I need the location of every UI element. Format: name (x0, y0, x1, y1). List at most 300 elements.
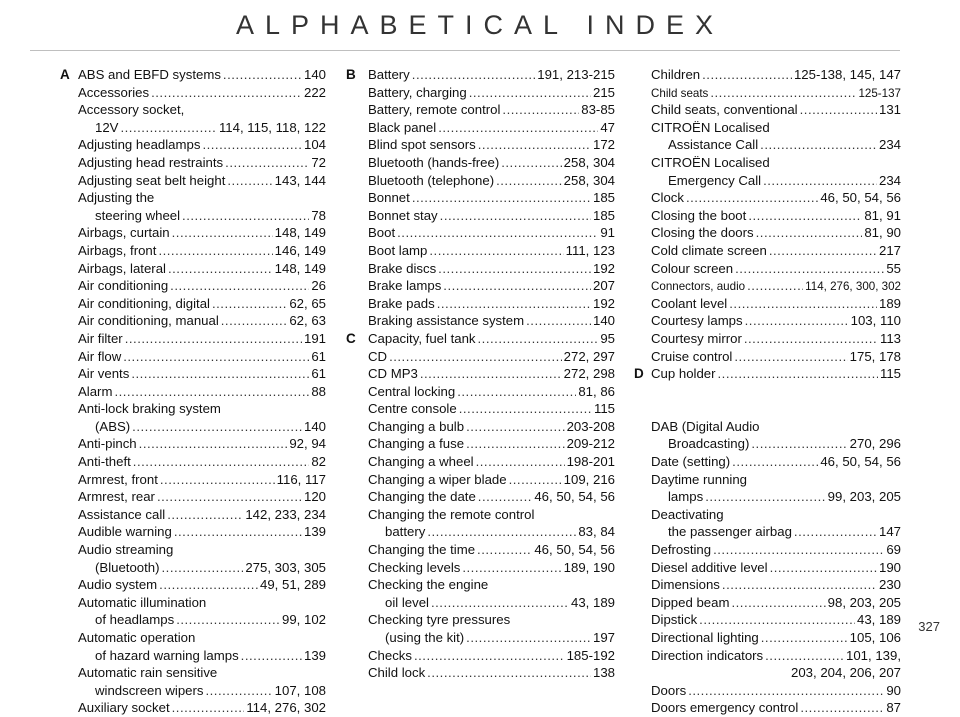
entry-text: CITROËN Localised (651, 154, 770, 170)
entry-text: Air vents (78, 366, 130, 382)
entry-text: Emergency Call (668, 172, 762, 188)
entry-text: Accessories (78, 84, 150, 100)
entry-text: Dipped beam (651, 594, 730, 610)
entry-text: Bluetooth (telephone) (368, 172, 495, 188)
index-entry (651, 66, 901, 84)
entry-pages: 192 (592, 260, 615, 276)
entry-text: Date (setting) (651, 454, 731, 470)
index-entry (368, 664, 615, 682)
dot-leader (438, 260, 591, 278)
index-entry (368, 435, 615, 453)
index-entry (78, 277, 326, 295)
section-letter: A (60, 67, 70, 82)
entry-text: CD (368, 348, 388, 364)
entry-pages: 87 (886, 700, 901, 716)
dot-leader (756, 224, 863, 242)
entry-pages: 190 (878, 559, 901, 575)
entry-pages: 49, 51, 289 (260, 577, 326, 593)
dot-leader (457, 383, 576, 401)
index-column-1 (78, 66, 326, 717)
entry-pages: 46, 50, 54, 56 (534, 542, 615, 558)
index-entry (78, 682, 326, 700)
entry-text: Changing the time (368, 542, 476, 558)
index-entry (651, 189, 901, 207)
index-entry (368, 66, 615, 84)
dot-leader (162, 559, 244, 577)
entry-pages: 272, 297 (563, 348, 615, 364)
dot-leader (770, 559, 877, 577)
dot-leader (735, 260, 884, 278)
entry-pages: 215 (592, 84, 615, 100)
index-entry (651, 136, 901, 154)
dot-leader (202, 136, 302, 154)
entry-text: Braking assistance system (368, 313, 525, 329)
index-entry (651, 418, 901, 436)
index-entry (78, 154, 326, 172)
entry-text: Battery, remote control (368, 102, 501, 118)
entry-pages: 98, 203, 205 (827, 594, 901, 610)
entry-text: Central locking (368, 383, 456, 399)
index-entry (651, 453, 901, 471)
entry-pages: 115 (879, 366, 901, 382)
section-letter: C (346, 331, 356, 346)
entry-pages: 103, 110 (850, 313, 901, 329)
entry-pages: 99, 203, 205 (827, 489, 901, 505)
entry-pages: 189 (878, 295, 901, 311)
entry-pages: 99, 102 (282, 612, 326, 628)
entry-text: Bonnet stay (368, 207, 438, 223)
index-entry (651, 312, 901, 330)
entry-text: Cruise control (651, 348, 733, 364)
entry-pages: 139 (303, 524, 326, 540)
entry-text: DAB (Digital Audio (651, 418, 760, 434)
entry-text: Armrest, rear (78, 489, 155, 505)
index-entry (651, 506, 901, 524)
dot-leader (182, 207, 309, 225)
entry-pages: 217 (878, 242, 901, 258)
dot-leader (732, 453, 818, 471)
entry-text: Alarm (78, 383, 113, 399)
index-entry (651, 647, 901, 665)
index-entry (368, 242, 615, 260)
dot-leader (172, 224, 273, 242)
dot-leader (172, 699, 245, 717)
entry-text: Adjusting seat belt height (78, 172, 226, 188)
entry-text: Anti-pinch (78, 436, 137, 452)
index-column-2 (368, 66, 615, 682)
index-entry (78, 189, 326, 207)
index-entry (368, 383, 615, 401)
entry-pages: 114, 276, 302 (246, 700, 326, 716)
index-entry (651, 154, 901, 172)
index-entry (78, 348, 326, 366)
index-entry (651, 260, 901, 278)
index-entry (78, 207, 326, 225)
entry-pages: 92, 94 (289, 436, 326, 452)
entry-text: Checking levels (368, 559, 461, 575)
entry-text: Daytime running (651, 471, 748, 487)
entry-pages: 46, 50, 54, 56 (820, 454, 901, 470)
entry-pages: 185-192 (566, 647, 615, 663)
entry-pages: 148, 149 (274, 260, 326, 276)
entry-pages: 125-137 (858, 86, 901, 100)
entry-pages: 258, 304 (563, 172, 615, 188)
entry-pages: 88 (311, 383, 326, 399)
section-gap (651, 383, 901, 401)
dot-leader (705, 488, 825, 506)
index-entry (651, 488, 901, 506)
dot-leader (478, 330, 599, 348)
entry-pages: 175, 178 (849, 348, 901, 364)
page-title: ALPHABETICAL INDEX (235, 10, 725, 40)
entry-text: Child lock (368, 665, 426, 681)
entry-text: Dimensions (651, 577, 720, 593)
index-entry (368, 488, 615, 506)
entry-pages: 185 (592, 207, 615, 223)
entry-pages: 109, 216 (563, 471, 615, 487)
dot-leader (459, 400, 592, 418)
index-entry (78, 541, 326, 559)
index-entry (78, 594, 326, 612)
index-entry (78, 400, 326, 418)
index-entry (651, 101, 901, 119)
entry-text: oil level (385, 594, 429, 610)
index-entry (651, 594, 901, 612)
entry-text: Defrosting (651, 542, 712, 558)
index-entry (651, 629, 901, 647)
entry-text: Automatic rain sensitive (78, 665, 218, 681)
entry-pages: 172 (592, 137, 615, 153)
entry-text: Boot lamp (368, 242, 428, 258)
entry-pages: 140 (592, 313, 615, 329)
entry-pages: 83-85 (581, 102, 615, 118)
entry-text: Changing the remote control (368, 506, 535, 522)
dot-leader (427, 664, 591, 682)
entry-pages: 140 (303, 418, 326, 434)
index-entry (78, 576, 326, 594)
dot-leader (477, 541, 532, 559)
index-entry (78, 119, 326, 137)
entry-text: CITROËN Localised (651, 119, 770, 135)
dot-leader (466, 418, 565, 436)
dot-leader (123, 348, 309, 366)
entry-text: battery (385, 524, 426, 540)
dot-leader (731, 594, 825, 612)
index-entry (368, 84, 615, 102)
dot-leader (212, 295, 287, 313)
dot-leader (729, 295, 877, 313)
entry-text: Children (651, 67, 701, 82)
entry-text: Cold climate screen (651, 242, 767, 258)
index-entry (368, 312, 615, 330)
index-entry (78, 471, 326, 489)
dot-leader (686, 189, 818, 207)
entry-pages: 275, 303, 305 (245, 559, 326, 575)
entry-pages: 191 (303, 330, 326, 346)
index-entry (368, 629, 615, 647)
entry-pages: 148, 149 (274, 225, 326, 241)
index-entry (651, 84, 901, 102)
index-entry (78, 312, 326, 330)
index-entry (651, 242, 901, 260)
dot-leader (114, 383, 309, 401)
dot-leader (414, 647, 565, 665)
index-entry (368, 119, 615, 137)
index-entry (78, 101, 326, 119)
index-entry (368, 260, 615, 278)
entry-pages: 197 (592, 630, 615, 645)
entry-text: Courtesy lamps (651, 313, 743, 329)
entry-text: Doors emergency control (651, 700, 799, 716)
entry-text: Airbags, curtain (78, 225, 170, 241)
entry-pages: 120 (303, 489, 326, 505)
dot-leader (412, 189, 591, 207)
index-entry (78, 365, 326, 383)
dot-leader (241, 647, 302, 665)
dot-leader (176, 611, 280, 629)
entry-text: Broadcasting) (668, 436, 750, 452)
entry-text: Air conditioning, digital (78, 295, 210, 311)
entry-text: Auxiliary socket (78, 700, 170, 716)
dot-leader (170, 277, 309, 295)
index-entry (78, 611, 326, 629)
dot-leader (722, 576, 877, 594)
entry-text: Capacity, fuel tank (368, 330, 476, 346)
entry-pages: 222 (303, 84, 326, 100)
dot-leader (466, 629, 591, 647)
entry-pages: 139 (303, 647, 326, 663)
entry-pages: 46, 50, 54, 56 (534, 489, 615, 505)
index-entry (368, 418, 615, 436)
entry-text: Cup holder (651, 366, 716, 382)
entry-text: of headlamps (95, 612, 175, 628)
entry-pages: 143, 144 (274, 172, 326, 188)
index-entry (651, 295, 901, 313)
entry-text: (Bluetooth) (95, 559, 160, 575)
entry-text: the passenger airbag (668, 524, 792, 540)
index-entry (651, 699, 901, 717)
dot-leader (389, 348, 562, 366)
entry-text: Air filter (78, 330, 123, 346)
dot-leader (227, 172, 272, 190)
index-entry (368, 523, 615, 541)
dot-leader (160, 471, 275, 489)
entry-text: Boot (368, 225, 396, 241)
dot-leader (761, 629, 848, 647)
entry-text: Dipstick (651, 612, 698, 628)
index-entry (368, 172, 615, 190)
index-entry (78, 506, 326, 524)
entry-pages: 146, 149 (274, 242, 326, 258)
dot-leader (501, 154, 561, 172)
entry-text: Air conditioning, manual (78, 313, 219, 329)
index-entry (78, 453, 326, 471)
index-entry (368, 471, 615, 489)
entry-text: Blind spot sensors (368, 137, 476, 153)
index-entry (651, 172, 901, 190)
entry-text: 12V (95, 119, 119, 135)
dot-leader (443, 277, 591, 295)
entry-text: Child seats (651, 86, 709, 100)
entry-pages: 234 (878, 172, 901, 188)
dot-leader (440, 207, 591, 225)
entry-text: Changing a wiper blade (368, 471, 507, 487)
entry-pages: 61 (311, 348, 326, 364)
entry-pages: 270, 296 (849, 436, 901, 452)
index-entry (78, 242, 326, 260)
index-entry (651, 559, 901, 577)
index-entry (78, 224, 326, 242)
entry-text: Clock (651, 190, 684, 206)
index-entry (78, 330, 326, 348)
entry-text: CD MP3 (368, 366, 418, 382)
dot-leader (466, 435, 565, 453)
dot-leader (526, 312, 591, 330)
entry-text: Automatic operation (78, 630, 196, 645)
dot-leader (748, 207, 862, 225)
section-letter: B (346, 67, 356, 82)
index-entry (78, 523, 326, 541)
index-entry (651, 682, 901, 700)
entry-pages: 62, 65 (289, 295, 326, 311)
index-entry (651, 576, 901, 594)
entry-pages: 203-208 (566, 418, 615, 434)
entry-pages: 138 (592, 665, 615, 681)
section-gap (651, 400, 901, 418)
entry-text: Audio streaming (78, 542, 174, 558)
entry-pages: 46, 50, 54, 56 (820, 190, 901, 206)
entry-text: Changing a fuse (368, 436, 465, 452)
index-entry (368, 506, 615, 524)
dot-leader (713, 541, 884, 559)
index-entry (651, 611, 901, 629)
entry-pages: 140 (303, 67, 326, 82)
entry-text: Checking tyre pressures (368, 612, 511, 628)
entry-pages: 185 (592, 190, 615, 206)
entry-pages: 198-201 (566, 454, 615, 470)
index-entry (78, 664, 326, 682)
dot-leader (765, 647, 844, 665)
entry-text: Automatic illumination (78, 594, 207, 610)
entry-pages: 43, 189 (571, 594, 615, 610)
dot-leader (158, 242, 272, 260)
entry-text: Colour screen (651, 260, 734, 276)
entry-text: Changing a bulb (368, 418, 465, 434)
index-entry (368, 277, 615, 295)
index-entry (368, 348, 615, 366)
entry-pages: 78 (311, 207, 326, 223)
dot-leader (132, 418, 302, 436)
entry-pages: 107, 108 (274, 682, 326, 698)
entry-pages: 82 (311, 454, 326, 470)
dot-leader (131, 365, 309, 383)
dot-leader (469, 84, 591, 102)
dot-leader (167, 506, 243, 524)
entry-text: (using the kit) (385, 630, 465, 645)
index-entry (78, 647, 326, 665)
entry-text: Checking the engine (368, 577, 489, 593)
entry-text: Direction indicators (651, 647, 764, 663)
entry-text: Deactivating (651, 506, 724, 522)
index-entry (651, 348, 901, 366)
index-entry (651, 435, 901, 453)
index-entry (368, 101, 615, 119)
entry-text: Audible warning (78, 524, 172, 540)
entry-text: Changing a wheel (368, 454, 474, 470)
index-entry (651, 541, 901, 559)
index-entry (368, 647, 615, 665)
index-entry (368, 224, 615, 242)
entry-pages: 203, 204, 206, 207 (791, 665, 901, 681)
index-entry (368, 611, 615, 629)
index-entry (651, 471, 901, 489)
entry-text: (ABS) (95, 418, 131, 434)
entry-text: Coolant level (651, 295, 728, 311)
entry-pages: 55 (886, 260, 901, 276)
index-entry (651, 119, 901, 137)
entry-text: Brake pads (368, 295, 435, 311)
entry-text: Black panel (368, 119, 437, 135)
entry-text: Closing the boot (651, 207, 747, 223)
index-entry (651, 224, 901, 242)
section-letter: D (634, 366, 644, 382)
entry-pages: 72 (311, 154, 326, 170)
index-column-3 (651, 66, 901, 717)
entry-text: Accessory socket, (78, 102, 185, 118)
index-entry (78, 435, 326, 453)
dot-leader (174, 523, 302, 541)
entry-text: Closing the doors (651, 225, 754, 241)
index-entry (78, 136, 326, 154)
entry-text: Battery, charging (368, 84, 467, 100)
dot-leader (462, 559, 561, 577)
entry-text: Airbags, lateral (78, 260, 166, 276)
entry-text: Anti-theft (78, 454, 131, 470)
entry-pages: 61 (311, 366, 326, 382)
entry-pages: 111, 123 (565, 242, 615, 258)
entry-pages: 142, 233, 234 (245, 506, 326, 522)
entry-pages: 105, 106 (849, 630, 901, 645)
index-entry (368, 594, 615, 612)
dot-leader (744, 330, 878, 348)
dot-leader (225, 154, 309, 172)
entry-text: ABS and EBFD systems (78, 67, 221, 82)
entry-pages: 91 (600, 225, 615, 241)
dot-leader (168, 260, 273, 278)
dot-leader (139, 435, 288, 453)
dot-leader (437, 295, 591, 313)
entry-pages: 191, 213-215 (537, 67, 615, 82)
index-entry (78, 295, 326, 313)
entry-text: Directional lighting (651, 630, 759, 645)
dot-leader (476, 453, 565, 471)
entry-text: Adjusting the (78, 190, 155, 206)
dot-leader (223, 66, 302, 84)
entry-text: Assistance call (78, 506, 166, 522)
index-entry (368, 365, 615, 383)
entry-text: windscreen wipers (95, 682, 204, 698)
entry-pages: 104 (303, 137, 326, 153)
entry-text: Air conditioning (78, 278, 169, 294)
entry-pages: 83, 84 (578, 524, 615, 540)
entry-pages: 147 (878, 524, 901, 540)
entry-text: Adjusting headlamps (78, 137, 201, 153)
index-entry (368, 295, 615, 313)
index-entry (368, 207, 615, 225)
index-entry (651, 330, 901, 348)
index-entry (368, 541, 615, 559)
entry-text: Diesel additive level (651, 559, 768, 575)
